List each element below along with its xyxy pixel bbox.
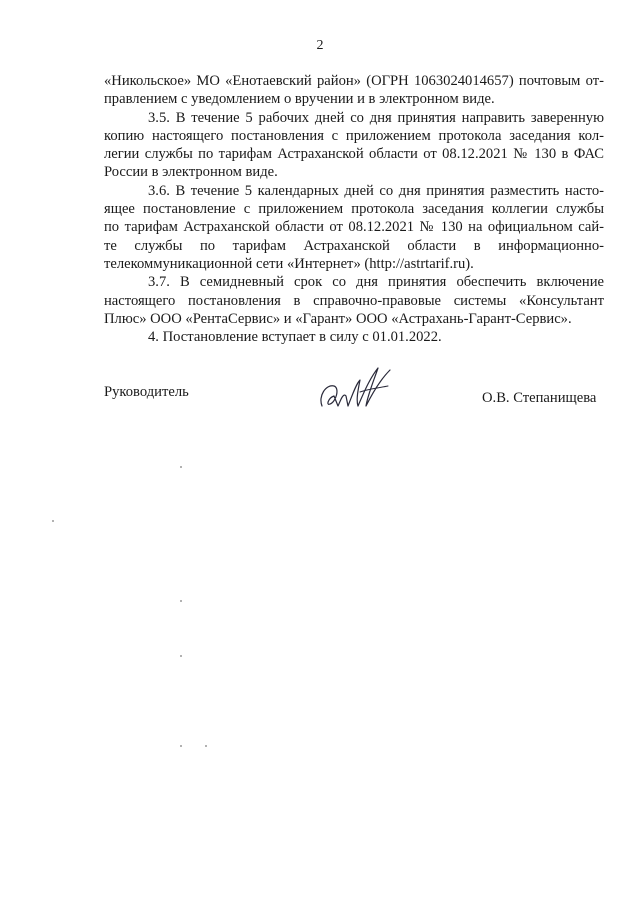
paragraph-3-7-line-2: настоящего постановления в справочно-правовые системы «Консультант [104, 292, 604, 309]
paragraph-3-5-line-1: 3.5. В течение 5 рабочих дней со дня принятия направить заверенную [148, 109, 604, 126]
paragraph-3-5-line-3: легии службы по тарифам Астраханской области от 08.12.2021 № 130 в ФАС [104, 146, 604, 163]
scan-speck [180, 600, 182, 602]
paragraph-3-6-line-5: телекоммуникационной сети «Интернет» (http://astrtarif.ru). [104, 255, 474, 272]
position-title: Руководитель [104, 384, 189, 400]
paragraph-3-6-line-1: 3.6. В течение 5 календарных дней со дня принятия разместить насто- [148, 182, 604, 199]
paragraph-3-5-line-4: России в электронном виде. [104, 164, 278, 181]
signer-name: О.В. Степанищева [482, 390, 597, 406]
paragraph-3-6-line-2: ящее постановление с приложением протокола заседания коллегии службы [104, 201, 604, 218]
scan-speck [180, 655, 182, 657]
paragraph-3-7-line-3: Плюс» ООО «РентаСервис» и «Гарант» ООО «Астрахань-Гарант-Сервис». [104, 310, 572, 327]
document-body [104, 72, 604, 346]
page-number: 2 [316, 38, 324, 53]
scan-speck [180, 466, 182, 468]
paragraph-4-line-1: 4. Постановление вступает в силу с 01.01.2022. [148, 329, 442, 346]
paragraph-3-5-line-2: копию настоящего постановления с приложением протокола заседания кол- [104, 127, 604, 144]
scan-speck [205, 745, 207, 747]
paragraph-1-line-1: «Никольское» МО «Енотаевский район» (ОГРН 1063024014657) почтовым от- [104, 73, 604, 89]
scan-speck [180, 745, 182, 747]
handwritten-signature [316, 362, 396, 414]
paragraph-3-7-line-1: 3.7. В семидневный срок со дня принятия обеспечить включение [148, 274, 604, 291]
paragraph-3-6-line-3: по тарифам Астраханской области от 08.12.2021 № 130 на официальном сай- [104, 219, 604, 236]
paragraph-1-line-2: правлением с уведомлением о вручении и в электронном виде. [104, 91, 495, 108]
paragraph-3-6-line-4: те службы по тарифам Астраханской области в информационно- [104, 237, 604, 254]
scan-speck [52, 520, 54, 522]
